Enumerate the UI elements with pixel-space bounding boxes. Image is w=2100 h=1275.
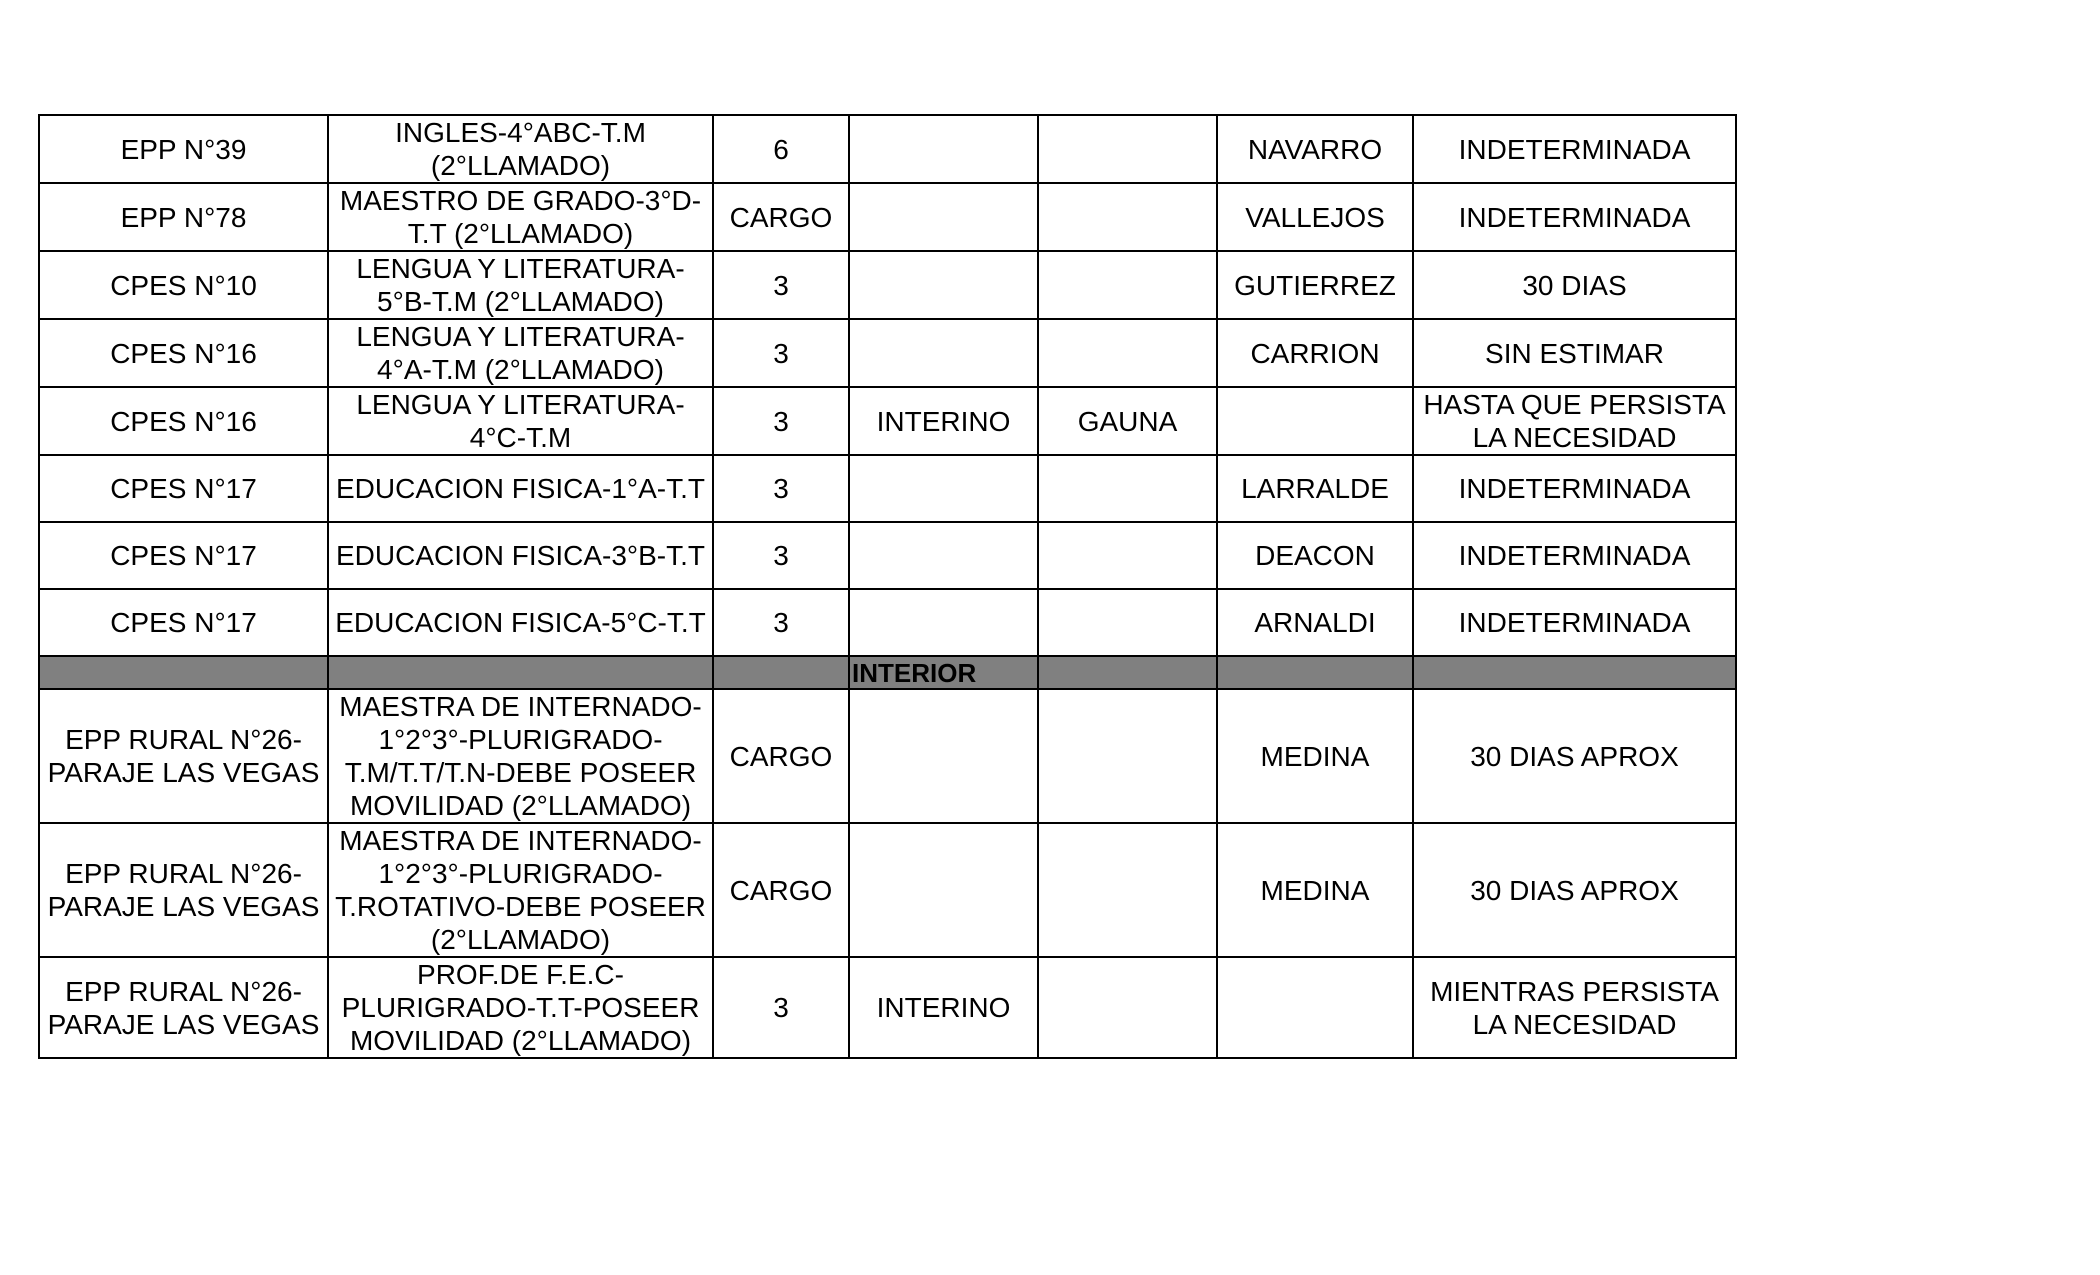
table-row bbox=[39, 455, 1736, 522]
school-cell: CPES N°17 bbox=[39, 522, 328, 589]
subject-cell: LENGUA Y LITERATURA-5°B-T.M (2°LLAMADO) bbox=[328, 251, 713, 319]
table-row bbox=[39, 589, 1736, 656]
titular-cell bbox=[1038, 115, 1217, 183]
status-cell bbox=[849, 589, 1038, 656]
subject-cell: LENGUA Y LITERATURA-4°A-T.M (2°LLAMADO) bbox=[328, 319, 713, 387]
table-row bbox=[39, 957, 1736, 1058]
duration-cell: MIENTRAS PERSISTA LA NECESIDAD bbox=[1413, 957, 1736, 1058]
hours-cell: 3 bbox=[713, 319, 849, 387]
status-cell bbox=[849, 689, 1038, 823]
suplente-cell: MEDINA bbox=[1217, 823, 1413, 957]
school-cell: CPES N°10 bbox=[39, 251, 328, 319]
status-cell bbox=[849, 319, 1038, 387]
status-cell: INTERINO bbox=[849, 387, 1038, 455]
school-cell: EPP RURAL N°26-PARAJE LAS VEGAS bbox=[39, 823, 328, 957]
suplente-cell: GUTIERREZ bbox=[1217, 251, 1413, 319]
titular-cell bbox=[1038, 689, 1217, 823]
table-row bbox=[39, 689, 1736, 823]
suplente-cell: LARRALDE bbox=[1217, 455, 1413, 522]
school-cell: CPES N°17 bbox=[39, 589, 328, 656]
school-cell: CPES N°16 bbox=[39, 387, 328, 455]
hours-cell: CARGO bbox=[713, 183, 849, 251]
subject-cell: EDUCACION FISICA-3°B-T.T bbox=[328, 522, 713, 589]
subject-cell: EDUCACION FISICA-5°C-T.T bbox=[328, 589, 713, 656]
suplente-cell: DEACON bbox=[1217, 522, 1413, 589]
subject-cell: PROF.DE F.E.C-PLURIGRADO-T.T-POSEER MOVILIDAD (2°LLAMADO) bbox=[328, 957, 713, 1058]
status-cell bbox=[849, 183, 1038, 251]
table-row bbox=[39, 387, 1736, 455]
section-title: INTERIOR bbox=[849, 656, 1038, 689]
school-cell: EPP N°39 bbox=[39, 115, 328, 183]
titular-cell: GAUNA bbox=[1038, 387, 1217, 455]
table-row bbox=[39, 823, 1736, 957]
table-row bbox=[39, 319, 1736, 387]
school-cell: CPES N°16 bbox=[39, 319, 328, 387]
hours-cell: 3 bbox=[713, 251, 849, 319]
table-row bbox=[39, 251, 1736, 319]
vacancy-table bbox=[38, 114, 1737, 1059]
status-cell bbox=[849, 455, 1038, 522]
status-cell bbox=[849, 251, 1038, 319]
school-cell: EPP RURAL N°26-PARAJE LAS VEGAS bbox=[39, 689, 328, 823]
status-cell bbox=[849, 115, 1038, 183]
subject-cell: INGLES-4°ABC-T.M (2°LLAMADO) bbox=[328, 115, 713, 183]
hours-cell: CARGO bbox=[713, 823, 849, 957]
duration-cell: INDETERMINADA bbox=[1413, 455, 1736, 522]
duration-cell: INDETERMINADA bbox=[1413, 115, 1736, 183]
titular-cell bbox=[1038, 522, 1217, 589]
section-band-cell bbox=[328, 656, 713, 689]
suplente-cell: NAVARRO bbox=[1217, 115, 1413, 183]
table-row bbox=[39, 115, 1736, 183]
titular-cell bbox=[1038, 455, 1217, 522]
hours-cell: 6 bbox=[713, 115, 849, 183]
duration-cell: INDETERMINADA bbox=[1413, 183, 1736, 251]
hours-cell: 3 bbox=[713, 957, 849, 1058]
duration-cell: INDETERMINADA bbox=[1413, 522, 1736, 589]
section-band-cell bbox=[1413, 656, 1736, 689]
duration-cell: 30 DIAS APROX bbox=[1413, 823, 1736, 957]
school-cell: EPP RURAL N°26-PARAJE LAS VEGAS bbox=[39, 957, 328, 1058]
suplente-cell: CARRION bbox=[1217, 319, 1413, 387]
table-row bbox=[39, 183, 1736, 251]
subject-cell: MAESTRO DE GRADO-3°D-T.T (2°LLAMADO) bbox=[328, 183, 713, 251]
titular-cell bbox=[1038, 823, 1217, 957]
section-header-row bbox=[39, 656, 1736, 689]
suplente-cell bbox=[1217, 957, 1413, 1058]
table-row bbox=[39, 522, 1736, 589]
subject-cell: EDUCACION FISICA-1°A-T.T bbox=[328, 455, 713, 522]
hours-cell: 3 bbox=[713, 522, 849, 589]
titular-cell bbox=[1038, 957, 1217, 1058]
titular-cell bbox=[1038, 589, 1217, 656]
subject-cell: MAESTRA DE INTERNADO-1°2°3°-PLURIGRADO-T.M/T.T/T.N-DEBE POSEER MOVILIDAD (2°LLAMADO) bbox=[328, 689, 713, 823]
suplente-cell: ARNALDI bbox=[1217, 589, 1413, 656]
status-cell: INTERINO bbox=[849, 957, 1038, 1058]
subject-cell: MAESTRA DE INTERNADO-1°2°3°-PLURIGRADO-T.ROTATIVO-DEBE POSEER (2°LLAMADO) bbox=[328, 823, 713, 957]
school-cell: EPP N°78 bbox=[39, 183, 328, 251]
hours-cell: 3 bbox=[713, 455, 849, 522]
section-band-cell bbox=[1217, 656, 1413, 689]
titular-cell bbox=[1038, 183, 1217, 251]
hours-cell: 3 bbox=[713, 387, 849, 455]
duration-cell: 30 DIAS APROX bbox=[1413, 689, 1736, 823]
suplente-cell: MEDINA bbox=[1217, 689, 1413, 823]
section-band-cell bbox=[1038, 656, 1217, 689]
suplente-cell bbox=[1217, 387, 1413, 455]
hours-cell: CARGO bbox=[713, 689, 849, 823]
status-cell bbox=[849, 522, 1038, 589]
school-cell: CPES N°17 bbox=[39, 455, 328, 522]
duration-cell: 30 DIAS bbox=[1413, 251, 1736, 319]
hours-cell: 3 bbox=[713, 589, 849, 656]
titular-cell bbox=[1038, 251, 1217, 319]
suplente-cell: VALLEJOS bbox=[1217, 183, 1413, 251]
duration-cell: HASTA QUE PERSISTA LA NECESIDAD bbox=[1413, 387, 1736, 455]
section-band-cell bbox=[39, 656, 328, 689]
status-cell bbox=[849, 823, 1038, 957]
section-band-cell bbox=[713, 656, 849, 689]
duration-cell: INDETERMINADA bbox=[1413, 589, 1736, 656]
titular-cell bbox=[1038, 319, 1217, 387]
duration-cell: SIN ESTIMAR bbox=[1413, 319, 1736, 387]
subject-cell: LENGUA Y LITERATURA-4°C-T.M bbox=[328, 387, 713, 455]
